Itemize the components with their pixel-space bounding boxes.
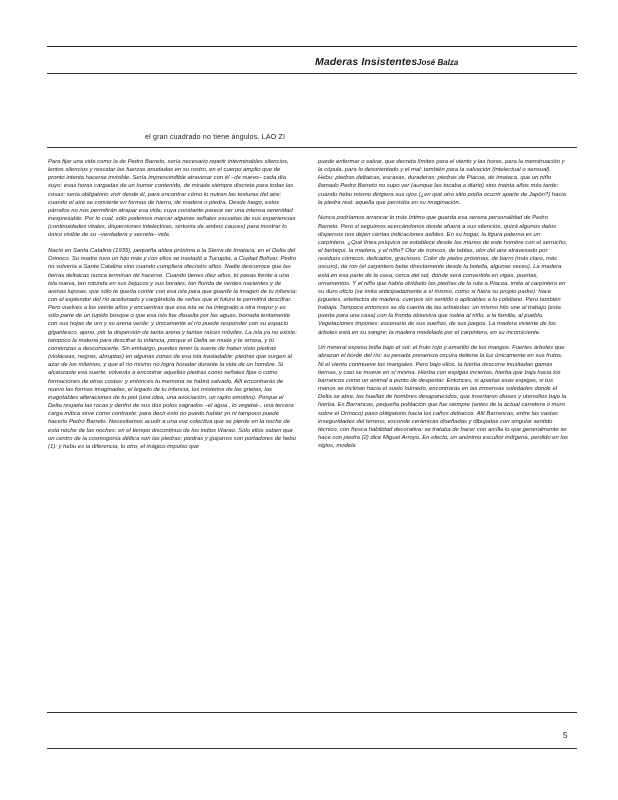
footer-rule — [47, 748, 577, 749]
paragraph: Nunca podríamos arrancar lo más íntimo que guarda esa serena personalidad de Pedro Barreto. Pero si seguimos acercándonos desde afuera a sus silencios, quizá algunos datos dispersos nos dejen ciertas indicaciones asibles. En su hogar, la figura paterna es un carpintero. ¿Qué línea psíquica se establece desde las manos de este hombre con el serrucho, el berbiquí, la madera, y el niño? Olor de troncos, de tablas, olor del aire atravesado por residuos cómicos, delicados, graciosos. Color de pieles próximas, de barro (más claro, más oscuro), de ron (el carpintero bebe directamente desde la botella, algunas veces). La madera está en esa parte de la casa, cerca del sol, donde será convertida en vigas, puertas, ornamentos. Y el niño que había olvidado las piedras de la ruta a Piacoa, imita al carpintero en su duro oficio (se imita anticipadamente a sí mismo, como si fuera su propio padre): hace juguetes, artefactos de madera: cuerpos sin sentido o aplicables a lo cotidiano. Pero también trabaja. Tampoco entonces se da cuenta de las arboledas: un mismo hilo une al trabajo (esta puerta para una casa) con la fronda obsesiva que rodea al niño, a la familia, al pueblo. Vegetaciones impunes: escenario de sus sueños, de sus juegos. La madera viviente de los árboles está en su sangre; la madera modelada por el carpintero, en su inconsciente. — [318, 215, 568, 336]
bottom-rule — [47, 712, 577, 713]
text-column-left — [48, 158, 298, 458]
paragraph: Nació en Santa Catalina (1935), pequeña aldea próxima a la Sierra de Imataca, en el Delta del Orinoco. Su madre tuvo un hijo más y con ellos se trasladó a Tucupita, a Ciudad Bolívar. Pedro no volvería a Santa Catalina sino cuando cumpliera dieciséis años. Nadie desconoce que las tierras deltaicas nunca terminan de hacerse. Cuando tienes diez años, tú pasas frente a una isla nueva, tan rotunda en sus bejucos y sus borales, tan florida de verdes nacientes y de arenas lujosas, que sólo te queda contar con esa isla para que guarde la imagen de tu infancia: con el esplendor del río aceitunado y cargándola de señas que el futuro te permitirá descifrar. Pero vuelves a los veinte años y encuentras que esa isla se ha integrado a otra mayor y es sólo parte de un tupido bosque o que esa isla fue disuelta por las aguas, borrada lentamente con sus hojas de oro y su arena verde: y únicamente el río puede responder con su espacio gigantesco, ajeno, por la dispersión de tanta arena y tantas raíces móviles. La isla ya no existe: tampoco la materia para descifrar tu infancia, porque el Delta se muda y te arrasa, y tú comienzas a desconocerte. Sin embargo, puedes tener la suerte de haber visto piedras (violáceas, negras, abruptas) en algunas zonas de esa isla trasladable: piedras que surgen al azar de los milenios, y que el río mismo no logra horadar durante la vida de un hombre. Si alcanzaste esa suerte, volverás a encontrar aquellas piedras como señales fijas o como formaciones de otras costas: y entonces tu memoria se habrá salvado. Allí encontrarás de nuevo las formas imaginadas, el legado de tu infancia, los misterios de las grietas, las inagotables alteraciones de tu piel (una idea, una asociación, un rapto emotivo). Porque el Delta respeta las rocas y dentro de sus dos polos sagrados –el agua , lo vegetal–, una tercera carga mítica sirve como contraste: para decir esto no puedo hablar yo ni tampoco puede hacerlo Pedro Barreto. Necesitamos acudir a una voz colectiva que se pierde en la noche de esta noche de las noches: en el tiempo discontinuo de los indios Warao. Sólo ellos saben que un centro de la cosmogonía déltica son las piedras: piedras y guijarros son portadores de hebu (1): y hebu es la diferencia, lo otro, el mágico impulso que — [48, 248, 298, 450]
text-column-right — [318, 158, 568, 458]
author-name: José Balza — [417, 58, 459, 67]
paragraph: Para fijar una vida como la de Pedro Barreto, sería necesario repetir interminables silencios, lentos silencios y rescatar las fuerzas anudadas en su rostro, en el cuerpo amplio que de pronto intenta hacerse invisible. Sería imprescindible atravesar con él –de nuevo– cada día suyo: esas horas cargadas de un humor contenido, de mirada siempre discreta para todas las cosas; sería obligatorio vivir desde él, para encontrar cómo lo nutren las texturas del aire: cuando el aire se convierte en formas de hierro, de madera o piedra. Desde luego, estos párrafos no nos permitirán atrapar esa vida, cuya constante parece ser una intensa serenidad inexpresable. Por lo cual, sólo podemos marcar algunas señales escuetas de sus experiencias (continuidades vitales, dispersiones intelectivas, sintonía de ambos cauces) para mostrar lo único visible de su –verdadera y secreta– vida. — [48, 159, 296, 239]
paragraph: Un mineral espeso brilla bajo el sol: el fruto rojo y amarillo de los mangos. Fuertes árboles que abrazan el borde del río: su pesada presencia oscura detiene la luz únicamente en sus frutos. Ni el viento conmueve los mangales. Pero bajo ellos, la hierba descorre inusitadas gamas tiernas, y casi se mueve en sí misma. Hierba con espigas inciertas, hierba que baja hacia los barrancos como un animal a punto de despertar. Entonces, si apartas esas espigas, si tus manos se inclinan hacia el suelo húmedo, encontrarás en las inmensas soledades donde el Delta se abre, las huellas de hombres desaparecidos, que insertaron dioses y utensilios bajo la hierba. Es Barrancas, pequeña población que fue siempre (antes de la actual carretera o muro sobre el Orinoco) paso obligatorio hacia los caños deltaicos. Allí Barrancas, entre las vastas inseguridades del terreno, esconde cerámicas diseñadas y dibujadas con singular sentido técnico, con fresca habilidad decorativa: se trataba de hacer con arcilla lo que generalmente se hace con piedra (2) dice Miguel Arroyo. En efecto, un anónimo escultor indígena, perdido en los siglos, modela — [318, 345, 568, 450]
top-rule — [47, 46, 577, 47]
epigraph: el gran cuadrado no tiene ángulos. LAO ZI — [145, 134, 286, 141]
header-rule — [47, 73, 577, 74]
epigraph-rule — [47, 147, 577, 148]
paragraph: puede enfermar o salvar, que decreta límites para el viento y las horas, para la menstruación y la cópula, para lo desorientado y el mal: también para la salvación (intelectual o sensual). Hebu: piedras deltaicas, escasas, duraderas; piedras de Piacoa, de Imataca, que un niño llamado Pedro Barreto no supo ver (aunque las tocaba a diario) sino treinta años más tarde: cuando hebu mismo dirigiera sus ojos (¿en qué otro sitio podía ocurrir aparte de Japón?) hacia la piedra real: aquella que persistía en su imaginación. — [318, 159, 566, 206]
article-title: Maderas Insistentes — [315, 56, 418, 68]
page-number: 5 — [563, 731, 568, 740]
